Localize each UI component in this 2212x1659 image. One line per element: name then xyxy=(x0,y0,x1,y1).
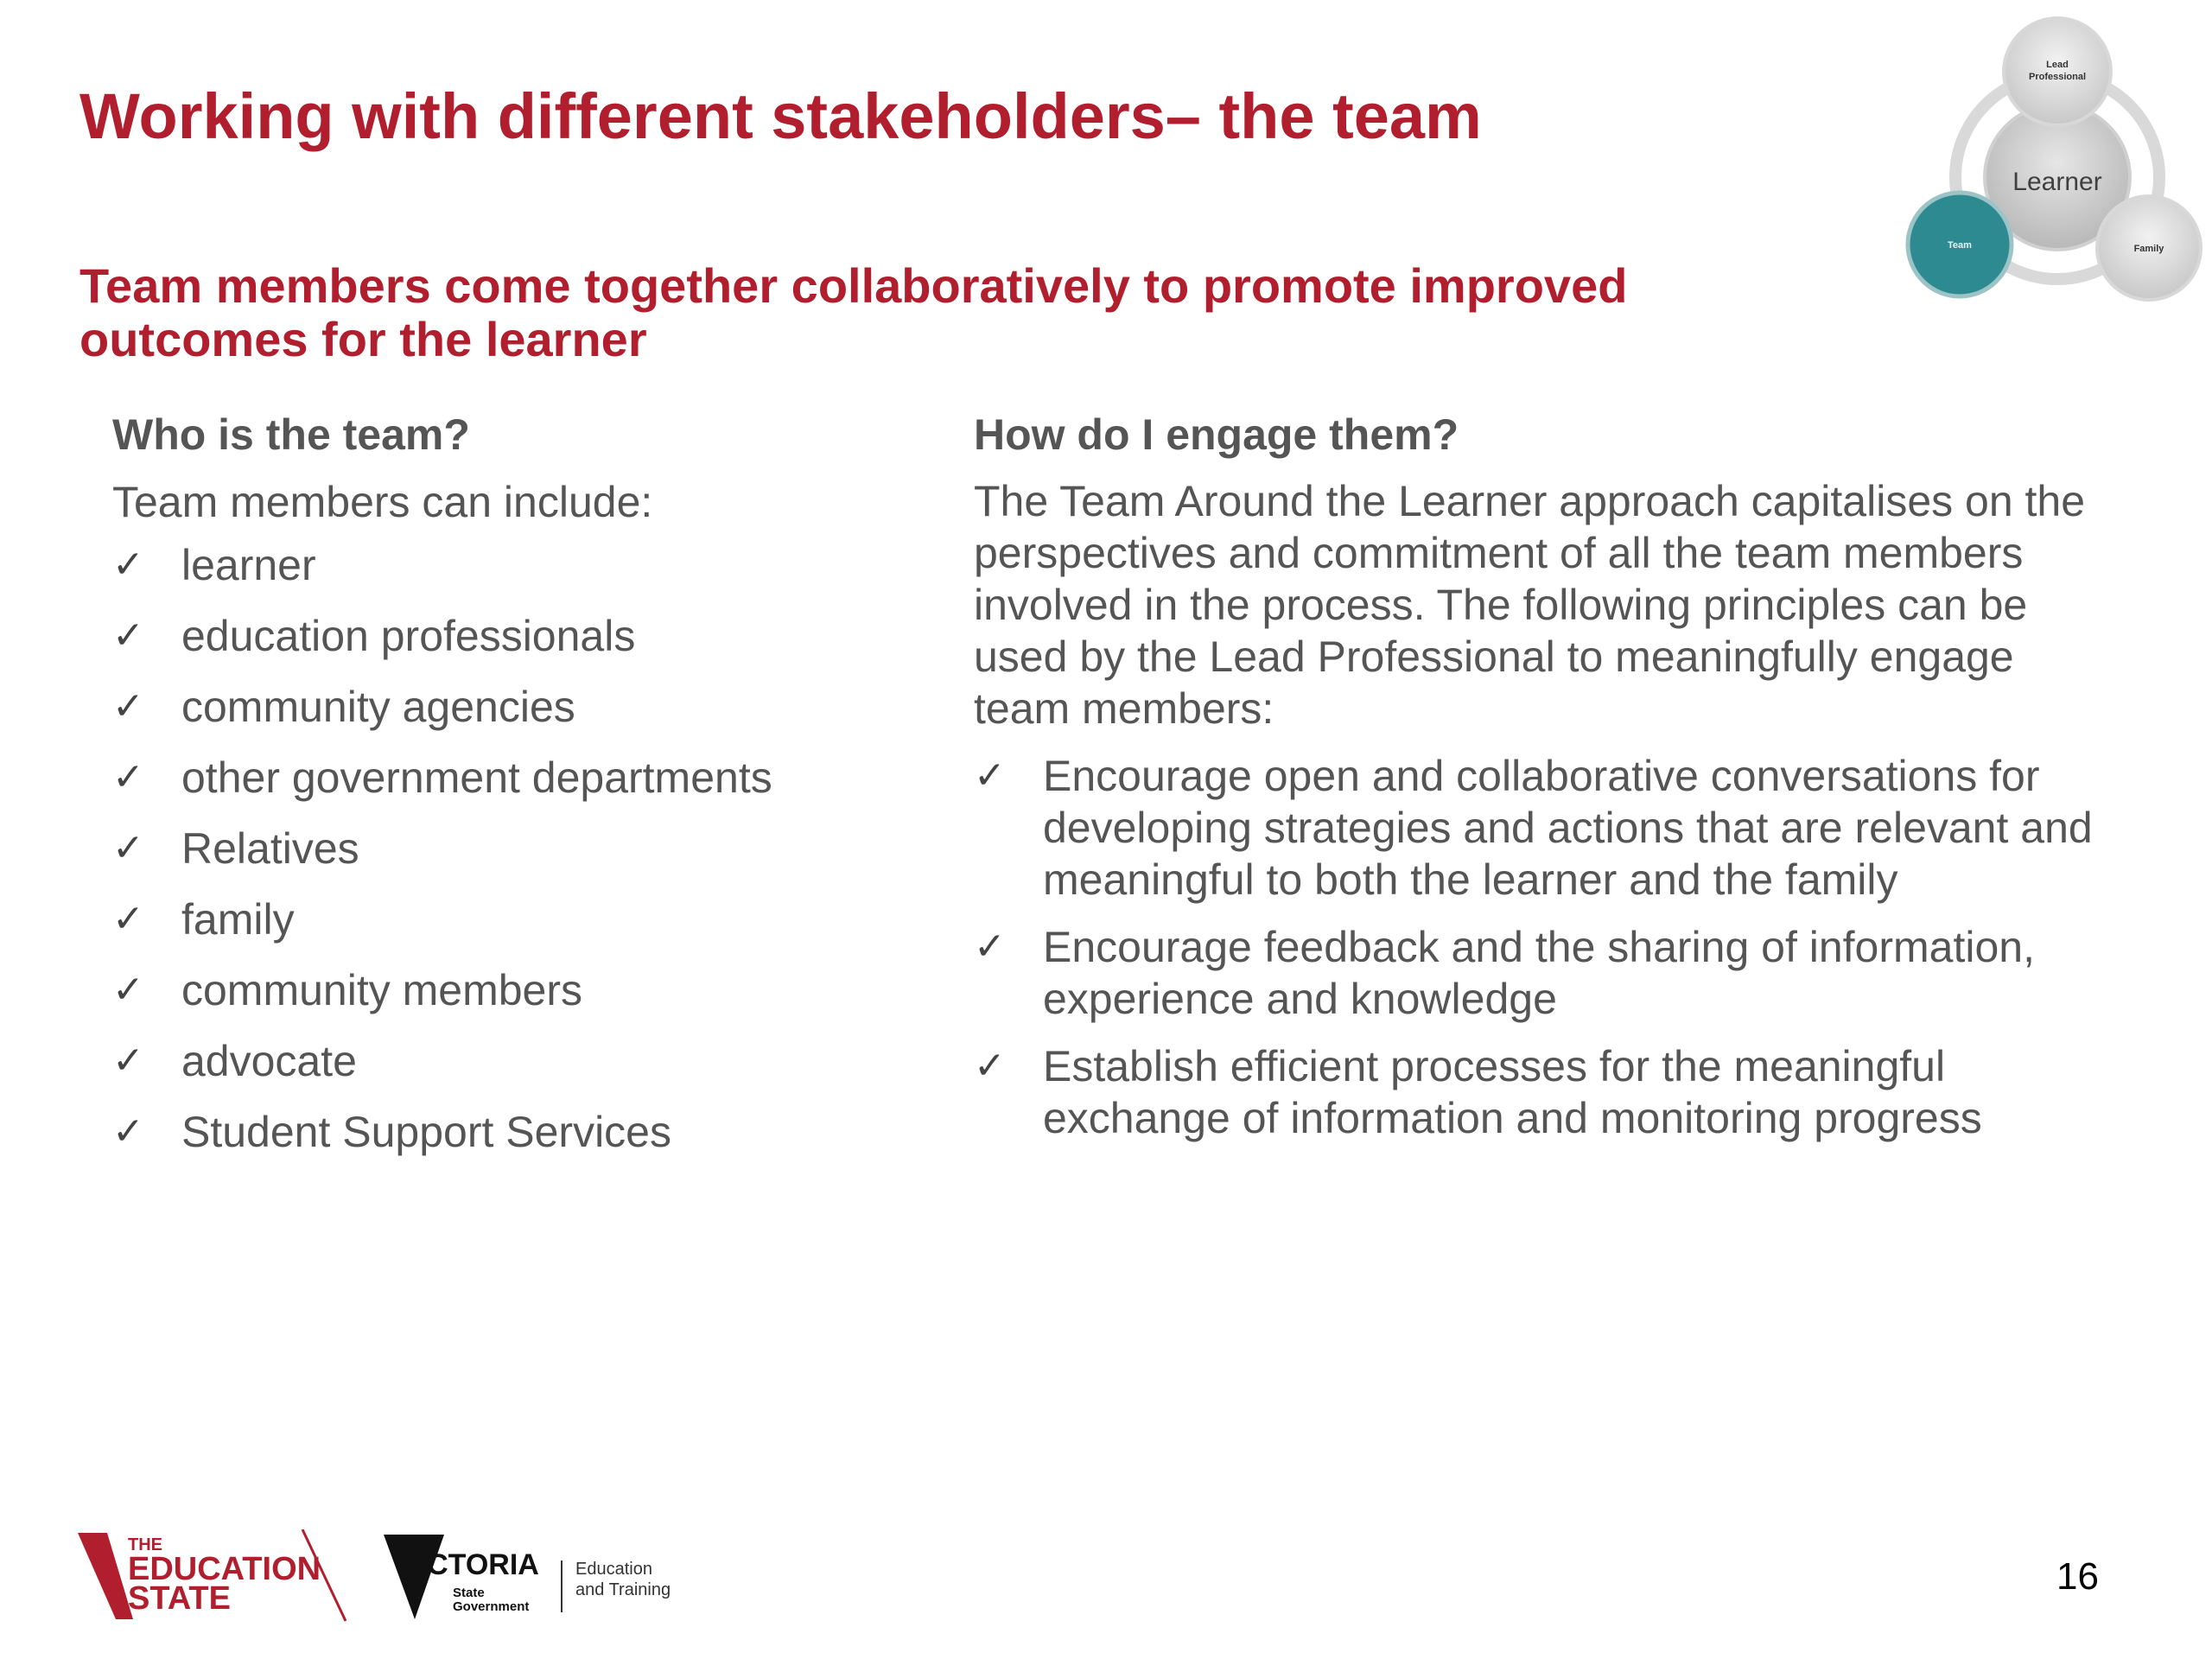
stakeholder-diagram xyxy=(1901,13,2212,307)
list-item-text: advocate xyxy=(181,1037,357,1085)
slide-title: Working with different stakeholders– the team xyxy=(79,80,1482,152)
diagram-team-label: Team xyxy=(1948,240,1972,251)
team-members-list xyxy=(112,539,890,1158)
list-item-text: education professionals xyxy=(181,612,636,660)
who-is-the-team-column xyxy=(112,406,890,1177)
page-number: 16 xyxy=(2056,1555,2099,1598)
right-column-heading: How do I engage them? xyxy=(974,410,1459,459)
check-mark-icon: ✓ xyxy=(974,1044,1006,1088)
check-mark-icon: ✓ xyxy=(974,925,1006,969)
list-item xyxy=(974,750,2097,906)
list-item-text: learner xyxy=(181,541,316,589)
list-item xyxy=(112,1035,890,1087)
education-state-logo xyxy=(78,1529,354,1624)
check-mark-icon: ✓ xyxy=(112,897,144,941)
list-item-text: community agencies xyxy=(181,683,575,731)
slide-subtitle: Team members come together collaboratively to promote improved outcomes for the learner xyxy=(79,258,1628,366)
list-item-text: family xyxy=(181,895,295,944)
list-item xyxy=(112,893,890,945)
check-mark-icon: ✓ xyxy=(974,753,1006,798)
check-mark-icon: ✓ xyxy=(112,826,144,870)
list-item xyxy=(112,964,890,1016)
right-column-intro: The Team Around the Learner approach capitalises on the perspectives and commitment of all the team members involved in the process. The following principles can be used by the Lead Professional to meaningfully engage team members: xyxy=(974,477,2086,733)
check-mark-icon: ✓ xyxy=(112,968,144,1012)
how-to-engage-column xyxy=(974,406,2097,1160)
victoria-logo-dept-line2: and Training xyxy=(575,1580,671,1599)
victoria-logo-state: State xyxy=(453,1586,485,1600)
diagram-lead-label-line1: Lead xyxy=(2046,60,2069,70)
check-mark-icon: ✓ xyxy=(112,1039,144,1083)
engagement-principles-list xyxy=(974,750,2097,1144)
list-item-text: Relatives xyxy=(181,824,359,873)
list-item xyxy=(112,1106,890,1158)
list-item-text: Establish efficient processes for the meaningful exchange of information and monitoring progress xyxy=(1043,1042,1982,1142)
diagram-center-label: Learner xyxy=(2012,168,2102,196)
diagram-lead-label-line2: Professional xyxy=(2028,72,2087,82)
list-item xyxy=(112,752,890,804)
left-column-heading: Who is the team? xyxy=(112,410,470,459)
diagram-family-label: Family xyxy=(2133,244,2164,254)
list-item xyxy=(112,681,890,733)
list-item xyxy=(112,539,890,591)
victoria-government-logo xyxy=(380,1529,691,1624)
list-item xyxy=(974,921,2097,1025)
victoria-logo-dept-line1: Education xyxy=(575,1560,652,1579)
list-item xyxy=(112,610,890,662)
check-mark-icon: ✓ xyxy=(112,684,144,728)
list-item xyxy=(974,1040,2097,1144)
education-state-logo-mark xyxy=(78,1533,133,1619)
list-item-text: Encourage open and collaborative conversations for developing strategies and actions that are relevant and meaningful to both the learner and the family xyxy=(1043,752,2093,904)
check-mark-icon: ✓ xyxy=(112,543,144,587)
victoria-logo-wordmark: VICTORIA xyxy=(399,1548,539,1581)
education-state-logo-state: STATE xyxy=(128,1580,231,1617)
list-item-text: other government departments xyxy=(181,753,772,802)
list-item xyxy=(112,823,890,874)
victoria-logo-government: Government xyxy=(453,1599,530,1614)
check-mark-icon: ✓ xyxy=(112,1109,144,1154)
education-state-logo-the: THE xyxy=(128,1535,162,1554)
check-mark-icon: ✓ xyxy=(112,613,144,658)
list-item-text: community members xyxy=(181,966,582,1014)
list-item-text: Student Support Services xyxy=(181,1108,671,1156)
education-state-logo-education: EDUCATION xyxy=(128,1551,321,1587)
left-column-intro: Team members can include: xyxy=(112,478,653,526)
check-mark-icon: ✓ xyxy=(112,755,144,799)
list-item-text: Encourage feedback and the sharing of information, experience and knowledge xyxy=(1043,923,2035,1023)
